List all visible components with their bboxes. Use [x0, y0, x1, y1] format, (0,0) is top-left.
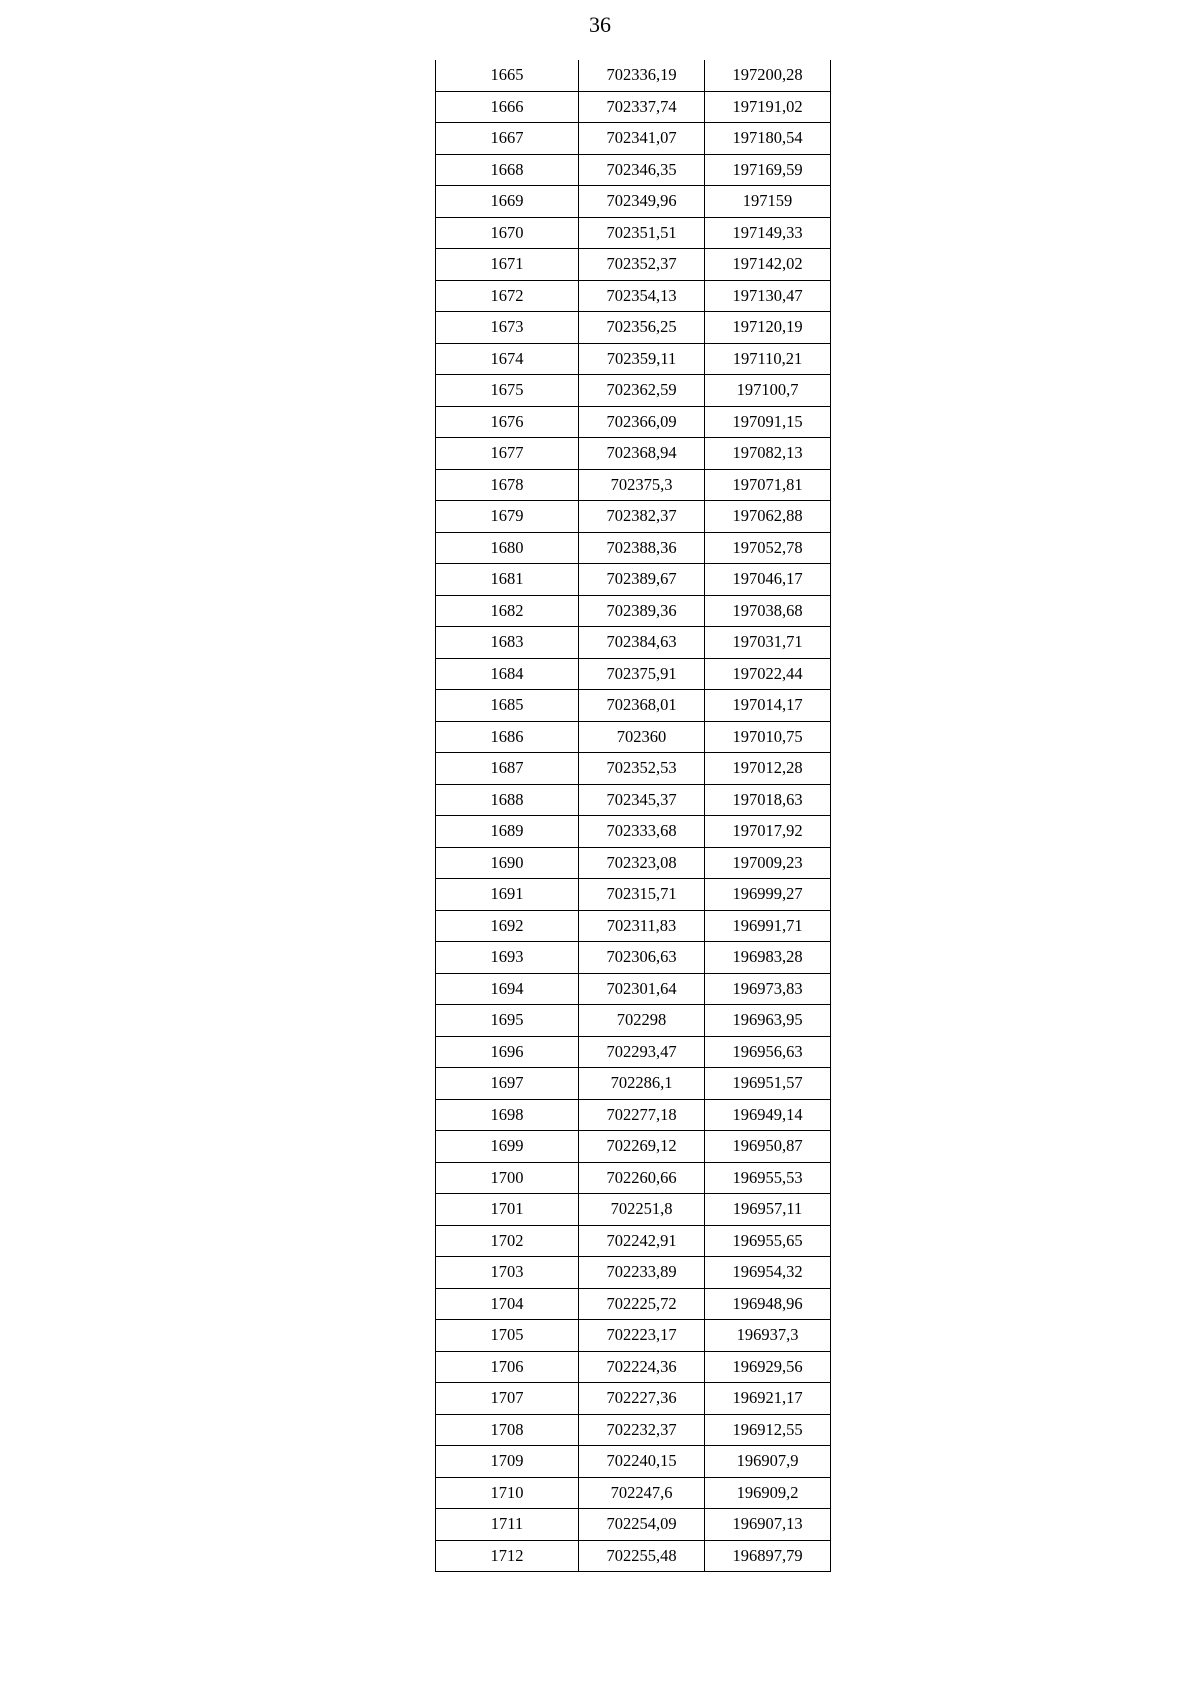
- table-body: [436, 60, 831, 1572]
- y-coordinate-cell: 196957,11: [705, 1194, 831, 1226]
- table-row: [436, 753, 831, 785]
- point-number-cell: 1702: [436, 1225, 579, 1257]
- point-number-cell: 1681: [436, 564, 579, 596]
- y-coordinate-cell: 197022,44: [705, 658, 831, 690]
- x-coordinate-cell: 702311,83: [579, 910, 705, 942]
- table-row: [436, 1131, 831, 1163]
- x-coordinate-cell: 702260,66: [579, 1162, 705, 1194]
- y-coordinate-cell: 196912,55: [705, 1414, 831, 1446]
- y-coordinate-cell: 196983,28: [705, 942, 831, 974]
- x-coordinate-cell: 702337,74: [579, 91, 705, 123]
- point-number-cell: 1700: [436, 1162, 579, 1194]
- y-coordinate-cell: 197110,21: [705, 343, 831, 375]
- table-row: [436, 564, 831, 596]
- point-number-cell: 1686: [436, 721, 579, 753]
- point-number-cell: 1695: [436, 1005, 579, 1037]
- x-coordinate-cell: 702336,19: [579, 60, 705, 91]
- x-coordinate-cell: 702360: [579, 721, 705, 753]
- table-row: [436, 1005, 831, 1037]
- point-number-cell: 1671: [436, 249, 579, 281]
- table-row: [436, 595, 831, 627]
- y-coordinate-cell: 196929,56: [705, 1351, 831, 1383]
- y-coordinate-cell: 197012,28: [705, 753, 831, 785]
- table-row: [436, 847, 831, 879]
- page-number: 36: [589, 12, 611, 37]
- table-row: [436, 154, 831, 186]
- point-number-cell: 1701: [436, 1194, 579, 1226]
- x-coordinate-cell: 702247,6: [579, 1477, 705, 1509]
- y-coordinate-cell: 196948,96: [705, 1288, 831, 1320]
- x-coordinate-cell: 702240,15: [579, 1446, 705, 1478]
- point-number-cell: 1668: [436, 154, 579, 186]
- y-coordinate-cell: 196955,53: [705, 1162, 831, 1194]
- y-coordinate-cell: 197159: [705, 186, 831, 218]
- table-row: [436, 1288, 831, 1320]
- table-row: [436, 1383, 831, 1415]
- point-number-cell: 1677: [436, 438, 579, 470]
- x-coordinate-cell: 702255,48: [579, 1540, 705, 1572]
- x-coordinate-cell: 702254,09: [579, 1509, 705, 1541]
- point-number-cell: 1692: [436, 910, 579, 942]
- x-coordinate-cell: 702232,37: [579, 1414, 705, 1446]
- x-coordinate-cell: 702384,63: [579, 627, 705, 659]
- point-number-cell: 1684: [436, 658, 579, 690]
- table-row: [436, 469, 831, 501]
- table-row: [436, 627, 831, 659]
- y-coordinate-cell: 197082,13: [705, 438, 831, 470]
- x-coordinate-cell: 702293,47: [579, 1036, 705, 1068]
- x-coordinate-cell: 702354,13: [579, 280, 705, 312]
- point-number-cell: 1691: [436, 879, 579, 911]
- y-coordinate-cell: 197071,81: [705, 469, 831, 501]
- x-coordinate-cell: 702356,25: [579, 312, 705, 344]
- point-number-cell: 1676: [436, 406, 579, 438]
- x-coordinate-cell: 702333,68: [579, 816, 705, 848]
- y-coordinate-cell: 197031,71: [705, 627, 831, 659]
- y-coordinate-cell: 197017,92: [705, 816, 831, 848]
- x-coordinate-cell: 702269,12: [579, 1131, 705, 1163]
- y-coordinate-cell: 197191,02: [705, 91, 831, 123]
- point-number-cell: 1672: [436, 280, 579, 312]
- y-coordinate-cell: 196907,13: [705, 1509, 831, 1541]
- point-number-cell: 1682: [436, 595, 579, 627]
- point-number-cell: 1711: [436, 1509, 579, 1541]
- table-row: [436, 1351, 831, 1383]
- y-coordinate-cell: 197052,78: [705, 532, 831, 564]
- point-number-cell: 1685: [436, 690, 579, 722]
- table-row: [436, 973, 831, 1005]
- table-row: [436, 910, 831, 942]
- table-row: [436, 784, 831, 816]
- point-number-cell: 1675: [436, 375, 579, 407]
- table-row: [436, 658, 831, 690]
- point-number-cell: 1712: [436, 1540, 579, 1572]
- y-coordinate-cell: 196921,17: [705, 1383, 831, 1415]
- x-coordinate-cell: 702251,8: [579, 1194, 705, 1226]
- table-row: [436, 1257, 831, 1289]
- y-coordinate-cell: 196991,71: [705, 910, 831, 942]
- y-coordinate-cell: 196963,95: [705, 1005, 831, 1037]
- x-coordinate-cell: 702277,18: [579, 1099, 705, 1131]
- table-row: [436, 1477, 831, 1509]
- table-row: [436, 60, 831, 91]
- table-row: [436, 343, 831, 375]
- x-coordinate-cell: 702352,53: [579, 753, 705, 785]
- table-row: [436, 186, 831, 218]
- point-number-cell: 1669: [436, 186, 579, 218]
- table-row: [436, 1194, 831, 1226]
- table-row: [436, 1036, 831, 1068]
- point-number-cell: 1689: [436, 816, 579, 848]
- x-coordinate-cell: 702349,96: [579, 186, 705, 218]
- x-coordinate-cell: 702233,89: [579, 1257, 705, 1289]
- table-row: [436, 1446, 831, 1478]
- point-number-cell: 1687: [436, 753, 579, 785]
- y-coordinate-cell: 196949,14: [705, 1099, 831, 1131]
- y-coordinate-cell: 197038,68: [705, 595, 831, 627]
- x-coordinate-cell: 702224,36: [579, 1351, 705, 1383]
- point-number-cell: 1707: [436, 1383, 579, 1415]
- y-coordinate-cell: 197100,7: [705, 375, 831, 407]
- y-coordinate-cell: 196951,57: [705, 1068, 831, 1100]
- y-coordinate-cell: 196956,63: [705, 1036, 831, 1068]
- x-coordinate-cell: 702359,11: [579, 343, 705, 375]
- x-coordinate-cell: 702227,36: [579, 1383, 705, 1415]
- point-number-cell: 1696: [436, 1036, 579, 1068]
- y-coordinate-cell: 197018,63: [705, 784, 831, 816]
- point-number-cell: 1704: [436, 1288, 579, 1320]
- table-row: [436, 123, 831, 155]
- x-coordinate-cell: 702345,37: [579, 784, 705, 816]
- x-coordinate-cell: 702286,1: [579, 1068, 705, 1100]
- y-coordinate-cell: 197014,17: [705, 690, 831, 722]
- y-coordinate-cell: 196897,79: [705, 1540, 831, 1572]
- point-number-cell: 1708: [436, 1414, 579, 1446]
- y-coordinate-cell: 196937,3: [705, 1320, 831, 1352]
- x-coordinate-cell: 702389,36: [579, 595, 705, 627]
- table-row: [436, 280, 831, 312]
- point-number-cell: 1666: [436, 91, 579, 123]
- y-coordinate-cell: 196907,9: [705, 1446, 831, 1478]
- y-coordinate-cell: 196973,83: [705, 973, 831, 1005]
- point-number-cell: 1680: [436, 532, 579, 564]
- table-row: [436, 375, 831, 407]
- point-number-cell: 1699: [436, 1131, 579, 1163]
- table-row: [436, 249, 831, 281]
- point-number-cell: 1690: [436, 847, 579, 879]
- table-row: [436, 501, 831, 533]
- y-coordinate-cell: 197142,02: [705, 249, 831, 281]
- x-coordinate-cell: 702375,3: [579, 469, 705, 501]
- table-row: [436, 217, 831, 249]
- point-number-cell: 1673: [436, 312, 579, 344]
- point-number-cell: 1703: [436, 1257, 579, 1289]
- point-number-cell: 1705: [436, 1320, 579, 1352]
- table-row: [436, 1099, 831, 1131]
- x-coordinate-cell: 702346,35: [579, 154, 705, 186]
- y-coordinate-cell: 197009,23: [705, 847, 831, 879]
- table-row: [436, 532, 831, 564]
- y-coordinate-cell: 197200,28: [705, 60, 831, 91]
- table-row: [436, 721, 831, 753]
- y-coordinate-cell: 196955,65: [705, 1225, 831, 1257]
- x-coordinate-cell: 702389,67: [579, 564, 705, 596]
- y-coordinate-cell: 197046,17: [705, 564, 831, 596]
- y-coordinate-cell: 197149,33: [705, 217, 831, 249]
- point-number-cell: 1706: [436, 1351, 579, 1383]
- x-coordinate-cell: 702351,51: [579, 217, 705, 249]
- y-coordinate-cell: 197130,47: [705, 280, 831, 312]
- x-coordinate-cell: 702368,94: [579, 438, 705, 470]
- x-coordinate-cell: 702341,07: [579, 123, 705, 155]
- x-coordinate-cell: 702366,09: [579, 406, 705, 438]
- x-coordinate-cell: 702223,17: [579, 1320, 705, 1352]
- y-coordinate-cell: 196950,87: [705, 1131, 831, 1163]
- point-number-cell: 1698: [436, 1099, 579, 1131]
- x-coordinate-cell: 702323,08: [579, 847, 705, 879]
- table-row: [436, 1540, 831, 1572]
- y-coordinate-cell: 196909,2: [705, 1477, 831, 1509]
- x-coordinate-cell: 702242,91: [579, 1225, 705, 1257]
- table-row: [436, 816, 831, 848]
- y-coordinate-cell: 197169,59: [705, 154, 831, 186]
- y-coordinate-cell: 197062,88: [705, 501, 831, 533]
- y-coordinate-cell: 197120,19: [705, 312, 831, 344]
- y-coordinate-cell: 197091,15: [705, 406, 831, 438]
- x-coordinate-cell: 702301,64: [579, 973, 705, 1005]
- table-row: [436, 1414, 831, 1446]
- point-number-cell: 1688: [436, 784, 579, 816]
- x-coordinate-cell: 702368,01: [579, 690, 705, 722]
- table-row: [436, 1320, 831, 1352]
- y-coordinate-cell: 197180,54: [705, 123, 831, 155]
- y-coordinate-cell: 196999,27: [705, 879, 831, 911]
- table-row: [436, 1068, 831, 1100]
- table-row: [436, 91, 831, 123]
- y-coordinate-cell: 197010,75: [705, 721, 831, 753]
- y-coordinate-cell: 196954,32: [705, 1257, 831, 1289]
- point-number-cell: 1679: [436, 501, 579, 533]
- point-number-cell: 1710: [436, 1477, 579, 1509]
- x-coordinate-cell: 702306,63: [579, 942, 705, 974]
- x-coordinate-cell: 702225,72: [579, 1288, 705, 1320]
- point-number-cell: 1674: [436, 343, 579, 375]
- x-coordinate-cell: 702298: [579, 1005, 705, 1037]
- x-coordinate-cell: 702362,59: [579, 375, 705, 407]
- table-row: [436, 1225, 831, 1257]
- point-number-cell: 1697: [436, 1068, 579, 1100]
- point-number-cell: 1693: [436, 942, 579, 974]
- point-number-cell: 1678: [436, 469, 579, 501]
- x-coordinate-cell: 702352,37: [579, 249, 705, 281]
- point-number-cell: 1667: [436, 123, 579, 155]
- table-row: [436, 942, 831, 974]
- x-coordinate-cell: 702388,36: [579, 532, 705, 564]
- table-row: [436, 438, 831, 470]
- coordinates-table: [435, 60, 831, 1572]
- table-row: [436, 312, 831, 344]
- x-coordinate-cell: 702382,37: [579, 501, 705, 533]
- table-row: [436, 1162, 831, 1194]
- table-row: [436, 879, 831, 911]
- x-coordinate-cell: 702375,91: [579, 658, 705, 690]
- table-row: [436, 406, 831, 438]
- point-number-cell: 1665: [436, 60, 579, 91]
- point-number-cell: 1709: [436, 1446, 579, 1478]
- table-row: [436, 1509, 831, 1541]
- point-number-cell: 1694: [436, 973, 579, 1005]
- table-row: [436, 690, 831, 722]
- point-number-cell: 1683: [436, 627, 579, 659]
- point-number-cell: 1670: [436, 217, 579, 249]
- x-coordinate-cell: 702315,71: [579, 879, 705, 911]
